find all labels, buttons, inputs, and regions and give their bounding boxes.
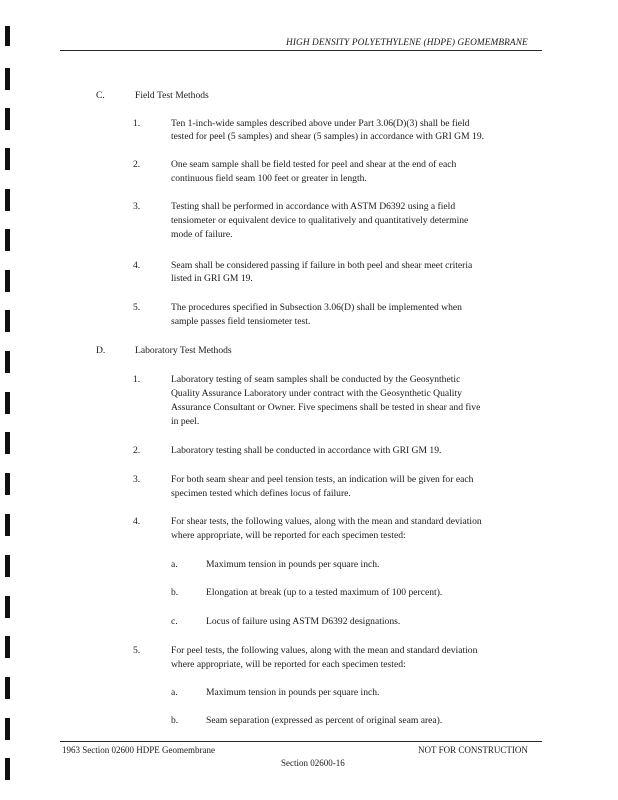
- item-text-line: One seam sample shall be field tested for peel and shear at the end of each: [171, 159, 457, 170]
- item-number: 5.: [133, 302, 141, 313]
- subitem-text: Maximum tension in pounds per square inch.: [206, 687, 380, 698]
- item-text-line: Testing shall be performed in accordance with ASTM D6392 using a field: [171, 201, 456, 212]
- item-number: 4.: [133, 516, 141, 527]
- item-number: 1.: [133, 374, 141, 385]
- subitem-letter: b.: [171, 587, 179, 598]
- footer-right: NOT FOR CONSTRUCTION: [418, 745, 528, 755]
- item-text-line: Laboratory testing shall be conducted in accordance with GRI GM 19.: [171, 445, 442, 456]
- item-text-line: Laboratory testing of seam samples shall be conducted by the Geosynthetic: [171, 374, 461, 385]
- item-text-line: The procedures specified in Subsection 3.06(D) shall be implemented when: [171, 302, 462, 313]
- item-text-line: Quality Assurance Laboratory under contract with the Geosynthetic Quality: [171, 388, 462, 399]
- item-text-line: For both seam shear and peel tension tests, an indication will be given for each: [171, 474, 474, 485]
- item-text-line: For shear tests, the following values, along with the mean and standard deviation: [171, 516, 482, 527]
- footer-page-number: Section 02600-16: [281, 758, 345, 768]
- item-text-line: Assurance Consultant or Owner. Five specimens shall be tested in shear and five: [171, 402, 481, 413]
- section-c-letter: C.: [96, 90, 105, 101]
- item-text-line: where appropriate, will be reported for each specimen tested:: [171, 659, 406, 670]
- item-text-line: tensiometer or equivalent device to qualitatively and quantitatively determine: [171, 215, 469, 226]
- subitem-letter: a.: [171, 559, 178, 570]
- footer-left: 1963 Section 02600 HDPE Geomembrane: [62, 745, 215, 755]
- item-number: 3.: [133, 474, 141, 485]
- item-number: 1.: [133, 118, 141, 129]
- subitem-text: Seam separation (expressed as percent of original seam area).: [206, 715, 443, 726]
- item-text-line: specimen tested which defines locus of failure.: [171, 488, 351, 499]
- item-number: 5.: [133, 645, 141, 656]
- subitem-text: Locus of failure using ASTM D6392 designations.: [206, 616, 401, 627]
- subitem-letter: a.: [171, 687, 178, 698]
- item-text-line: in peel.: [171, 416, 200, 427]
- running-header-title: HIGH DENSITY POLYETHYLENE (HDPE) GEOMEMBRANE: [286, 38, 528, 48]
- section-c-title: Field Test Methods: [135, 90, 209, 101]
- item-text-line: where appropriate, will be reported for each specimen tested:: [171, 530, 406, 541]
- footer-rule: [60, 741, 542, 742]
- item-number: 2.: [133, 445, 141, 456]
- subitem-text: Maximum tension in pounds per square inch.: [206, 559, 380, 570]
- item-text-line: Ten 1-inch-wide samples described above under Part 3.06(D)(3) shall be field: [171, 118, 470, 129]
- item-text-line: continuous field seam 100 feet or greater in length.: [171, 173, 367, 184]
- section-d-letter: D.: [96, 345, 106, 356]
- item-text-line: Seam shall be considered passing if failure in both peel and shear meet criteria: [171, 260, 473, 271]
- item-number: 3.: [133, 201, 141, 212]
- section-d-title: Laboratory Test Methods: [135, 345, 232, 356]
- item-text-line: For peel tests, the following values, along with the mean and standard deviation: [171, 645, 478, 656]
- header-rule: [60, 50, 542, 51]
- item-text-line: mode of failure.: [171, 229, 233, 240]
- item-text-line: tested for peel (5 samples) and shear (5 samples) in accordance with GRI GM 19.: [171, 131, 485, 142]
- subitem-letter: b.: [171, 715, 179, 726]
- subitem-letter: c.: [171, 616, 178, 627]
- subitem-text: Elongation at break (up to a tested maximum of 100 percent).: [206, 587, 443, 598]
- item-number: 4.: [133, 260, 141, 271]
- item-number: 2.: [133, 159, 141, 170]
- item-text-line: listed in GRI GM 19.: [171, 273, 253, 284]
- item-text-line: sample passes field tensiometer test.: [171, 316, 311, 327]
